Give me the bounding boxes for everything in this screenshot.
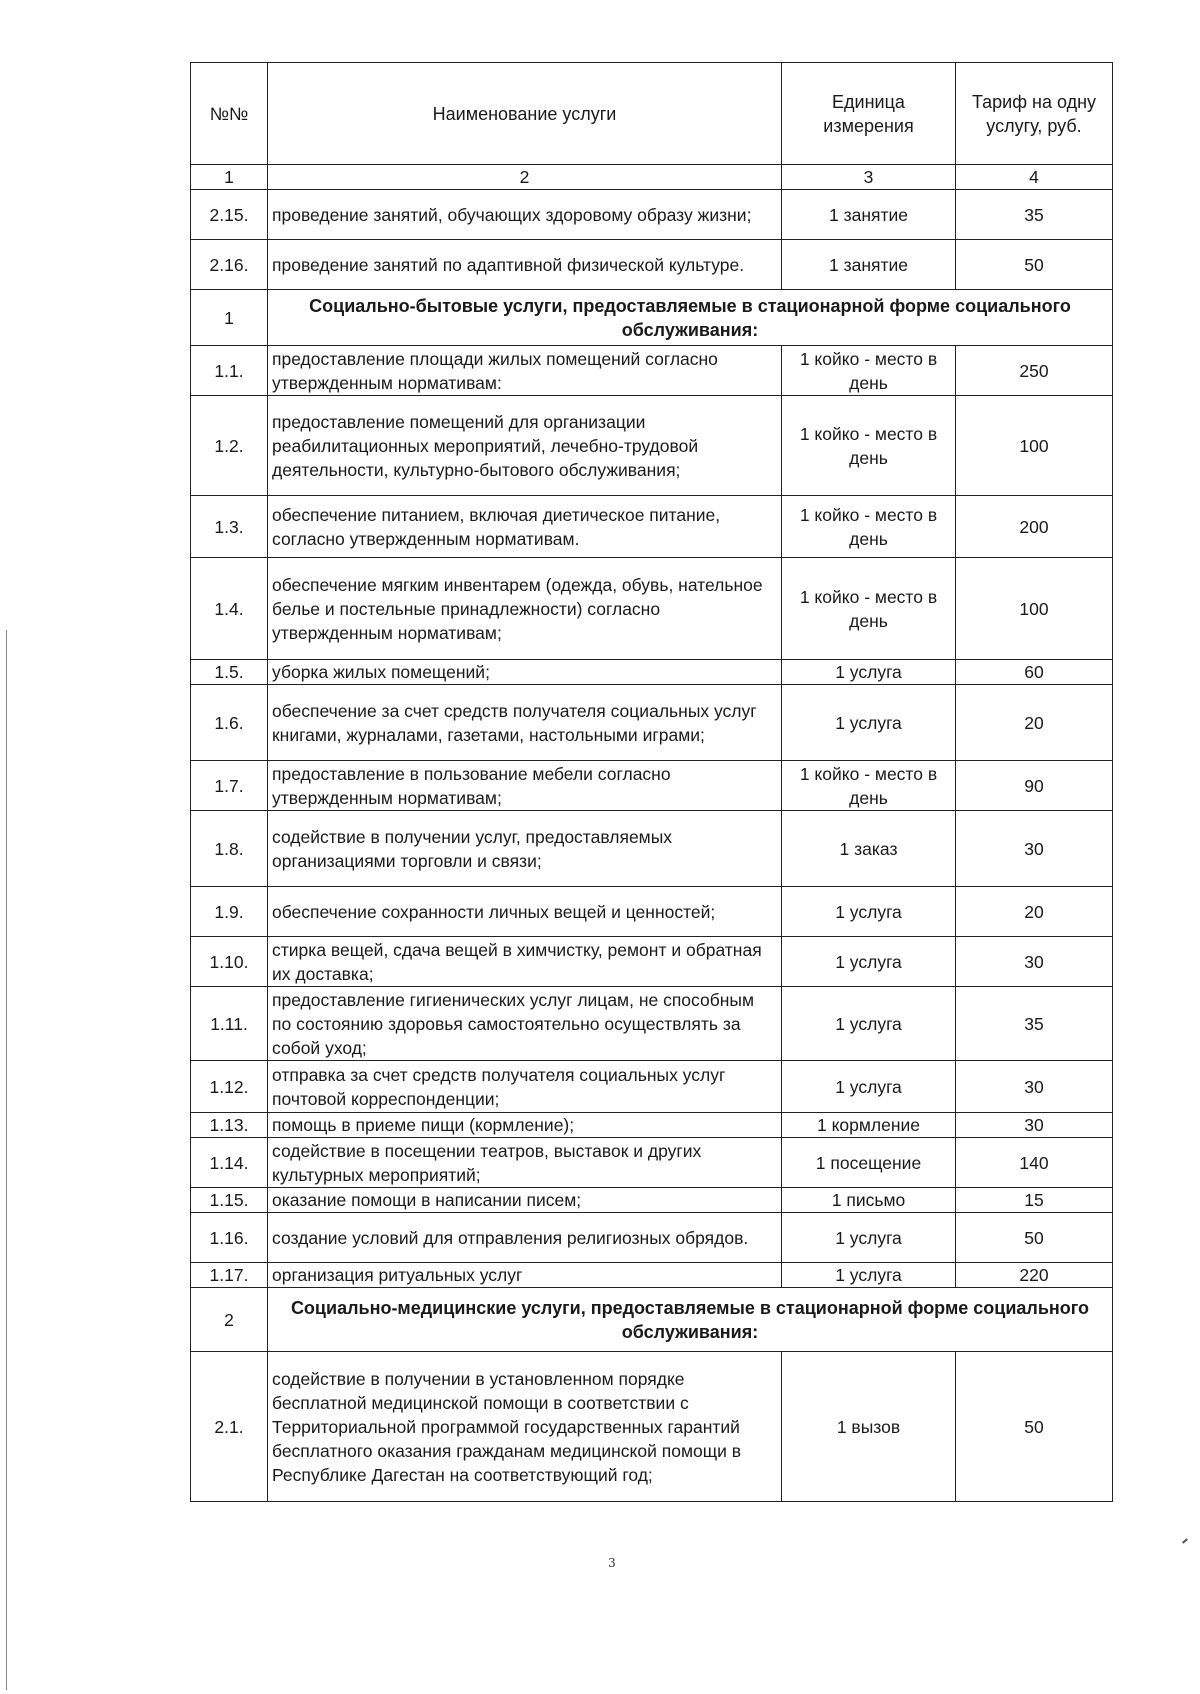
table-row bbox=[191, 396, 1113, 496]
section-row bbox=[191, 1288, 1113, 1352]
table-row bbox=[191, 761, 1113, 811]
service-number: 1.15. bbox=[191, 1188, 268, 1213]
service-name: проведение занятий, обучающих здоровому образу жизни; bbox=[268, 190, 782, 240]
service-tariff: 50 bbox=[956, 1352, 1113, 1502]
service-unit: 1 услуга bbox=[782, 987, 956, 1061]
service-name: предоставление в пользование мебели согласно утвержденным нормативам; bbox=[268, 761, 782, 811]
service-tariff: 100 bbox=[956, 558, 1113, 660]
service-unit: 1 койко - место в день bbox=[782, 396, 956, 496]
service-number: 1.11. bbox=[191, 987, 268, 1061]
service-tariff: 50 bbox=[956, 1213, 1113, 1263]
table-row bbox=[191, 660, 1113, 685]
table-row bbox=[191, 558, 1113, 660]
service-number: 1.6. bbox=[191, 685, 268, 761]
service-unit: 1 кормление bbox=[782, 1113, 956, 1138]
service-tariff: 60 bbox=[956, 660, 1113, 685]
service-tariff: 30 bbox=[956, 811, 1113, 887]
service-name: обеспечение питанием, включая диетическое питание, согласно утвержденным нормативам. bbox=[268, 496, 782, 558]
table-row bbox=[191, 887, 1113, 937]
table-row bbox=[191, 685, 1113, 761]
service-number: 1.17. bbox=[191, 1263, 268, 1288]
service-unit: 1 заказ bbox=[782, 811, 956, 887]
service-unit: 1 койко - место в день bbox=[782, 496, 956, 558]
service-tariff: 20 bbox=[956, 685, 1113, 761]
table-body bbox=[191, 63, 1113, 1502]
service-tariff: 220 bbox=[956, 1263, 1113, 1288]
column-index-1: 1 bbox=[191, 165, 268, 190]
service-name: содействие в получении услуг, предоставляемых организациями торговли и связи; bbox=[268, 811, 782, 887]
header-num: №№ bbox=[191, 63, 268, 165]
column-index-2: 2 bbox=[268, 165, 782, 190]
table-row bbox=[191, 240, 1113, 290]
service-unit: 1 койко - место в день bbox=[782, 761, 956, 811]
service-name: помощь в приеме пищи (кормление); bbox=[268, 1113, 782, 1138]
header-tariff: Тариф на одну услугу, руб. bbox=[956, 63, 1113, 165]
service-name: проведение занятий по адаптивной физической культуре. bbox=[268, 240, 782, 290]
service-tariff: 250 bbox=[956, 346, 1113, 396]
service-number: 1.14. bbox=[191, 1138, 268, 1188]
service-number: 1.12. bbox=[191, 1061, 268, 1113]
page-number: 3 bbox=[608, 1556, 616, 1570]
column-index-row bbox=[191, 165, 1113, 190]
service-name: обеспечение сохранности личных вещей и ценностей; bbox=[268, 887, 782, 937]
service-tariff: 200 bbox=[956, 496, 1113, 558]
service-number: 1.5. bbox=[191, 660, 268, 685]
service-name: обеспечение за счет средств получателя социальных услуг книгами, журналами, газетами, настольными играми; bbox=[268, 685, 782, 761]
service-tariff: 140 bbox=[956, 1138, 1113, 1188]
section-number: 2 bbox=[191, 1288, 268, 1352]
header-unit: Единица измерения bbox=[782, 63, 956, 165]
service-unit: 1 услуга bbox=[782, 1061, 956, 1113]
service-name: обеспечение мягким инвентарем (одежда, обувь, нательное белье и постельные принадлежности) согласно утвержденным нормативам; bbox=[268, 558, 782, 660]
header-name: Наименование услуги bbox=[268, 63, 782, 165]
table-row bbox=[191, 346, 1113, 396]
table-row bbox=[191, 937, 1113, 987]
service-unit: 1 вызов bbox=[782, 1352, 956, 1502]
service-number: 1.3. bbox=[191, 496, 268, 558]
service-name: уборка жилых помещений; bbox=[268, 660, 782, 685]
section-title: Социально-бытовые услуги, предоставляемые в стационарной форме социального обслуживания: bbox=[268, 290, 1113, 346]
service-number: 2.15. bbox=[191, 190, 268, 240]
service-name: организация ритуальных услуг bbox=[268, 1263, 782, 1288]
section-title: Социально-медицинские услуги, предоставляемые в стационарной форме социального обслуживания: bbox=[268, 1288, 1113, 1352]
service-number: 1.16. bbox=[191, 1213, 268, 1263]
service-name: оказание помощи в написании писем; bbox=[268, 1188, 782, 1213]
table-row bbox=[191, 1138, 1113, 1188]
table-row bbox=[191, 1213, 1113, 1263]
service-number: 2.1. bbox=[191, 1352, 268, 1502]
table-row bbox=[191, 987, 1113, 1061]
service-name: содействие в получении в установленном порядке бесплатной медицинской помощи в соответствии с Территориальной программой государственных гарантий бесплатного оказания гражданам медицинской помощи в Республике Дагестан на соответствующий год; bbox=[268, 1352, 782, 1502]
service-unit: 1 посещение bbox=[782, 1138, 956, 1188]
service-unit: 1 койко - место в день bbox=[782, 346, 956, 396]
service-name: создание условий для отправления религиозных обрядов. bbox=[268, 1213, 782, 1263]
table-row bbox=[191, 1113, 1113, 1138]
service-tariff: 30 bbox=[956, 937, 1113, 987]
service-name: стирка вещей, сдача вещей в химчистку, ремонт и обратная их доставка; bbox=[268, 937, 782, 987]
service-tariff: 30 bbox=[956, 1061, 1113, 1113]
service-unit: 1 услуга bbox=[782, 887, 956, 937]
section-number: 1 bbox=[191, 290, 268, 346]
service-tariff: 35 bbox=[956, 987, 1113, 1061]
service-unit: 1 письмо bbox=[782, 1188, 956, 1213]
table-row bbox=[191, 190, 1113, 240]
table-row bbox=[191, 1188, 1113, 1213]
service-unit: 1 койко - место в день bbox=[782, 558, 956, 660]
service-number: 1.13. bbox=[191, 1113, 268, 1138]
service-number: 1.4. bbox=[191, 558, 268, 660]
service-unit: 1 услуга bbox=[782, 685, 956, 761]
column-index-3: 3 bbox=[782, 165, 956, 190]
service-name: предоставление гигиенических услуг лицам, не способным по состоянию здоровья самостоятельно осуществлять за собой уход; bbox=[268, 987, 782, 1061]
service-number: 1.9. bbox=[191, 887, 268, 937]
service-unit: 1 занятие bbox=[782, 190, 956, 240]
service-tariff: 100 bbox=[956, 396, 1113, 496]
service-tariff: 50 bbox=[956, 240, 1113, 290]
table-row bbox=[191, 1352, 1113, 1502]
service-tariff: 90 bbox=[956, 761, 1113, 811]
section-row bbox=[191, 290, 1113, 346]
service-number: 1.2. bbox=[191, 396, 268, 496]
service-name: предоставление помещений для организации реабилитационных мероприятий, лечебно-трудовой деятельности, культурно-бытового обслуживания; bbox=[268, 396, 782, 496]
service-name: отправка за счет средств получателя социальных услуг почтовой корреспонденции; bbox=[268, 1061, 782, 1113]
service-unit: 1 услуга bbox=[782, 1213, 956, 1263]
service-number: 1.10. bbox=[191, 937, 268, 987]
service-tariff: 35 bbox=[956, 190, 1113, 240]
table-row bbox=[191, 1061, 1113, 1113]
scan-artifact-mark bbox=[1182, 1538, 1188, 1543]
table-row bbox=[191, 496, 1113, 558]
service-number: 1.1. bbox=[191, 346, 268, 396]
table-header-row bbox=[191, 63, 1113, 165]
tariff-table bbox=[190, 62, 1113, 1502]
service-number: 1.7. bbox=[191, 761, 268, 811]
service-unit: 1 услуга bbox=[782, 660, 956, 685]
service-tariff: 30 bbox=[956, 1113, 1113, 1138]
service-unit: 1 услуга bbox=[782, 937, 956, 987]
service-name: предоставление площади жилых помещений согласно утвержденным нормативам: bbox=[268, 346, 782, 396]
service-name: содействие в посещении театров, выставок и других культурных мероприятий; bbox=[268, 1138, 782, 1188]
service-number: 1.8. bbox=[191, 811, 268, 887]
column-index-4: 4 bbox=[956, 165, 1113, 190]
table-row bbox=[191, 811, 1113, 887]
service-number: 2.16. bbox=[191, 240, 268, 290]
service-tariff: 15 bbox=[956, 1188, 1113, 1213]
service-unit: 1 услуга bbox=[782, 1263, 956, 1288]
table-row bbox=[191, 1263, 1113, 1288]
service-unit: 1 занятие bbox=[782, 240, 956, 290]
service-tariff: 20 bbox=[956, 887, 1113, 937]
scan-artifact-left-line bbox=[6, 630, 7, 1690]
